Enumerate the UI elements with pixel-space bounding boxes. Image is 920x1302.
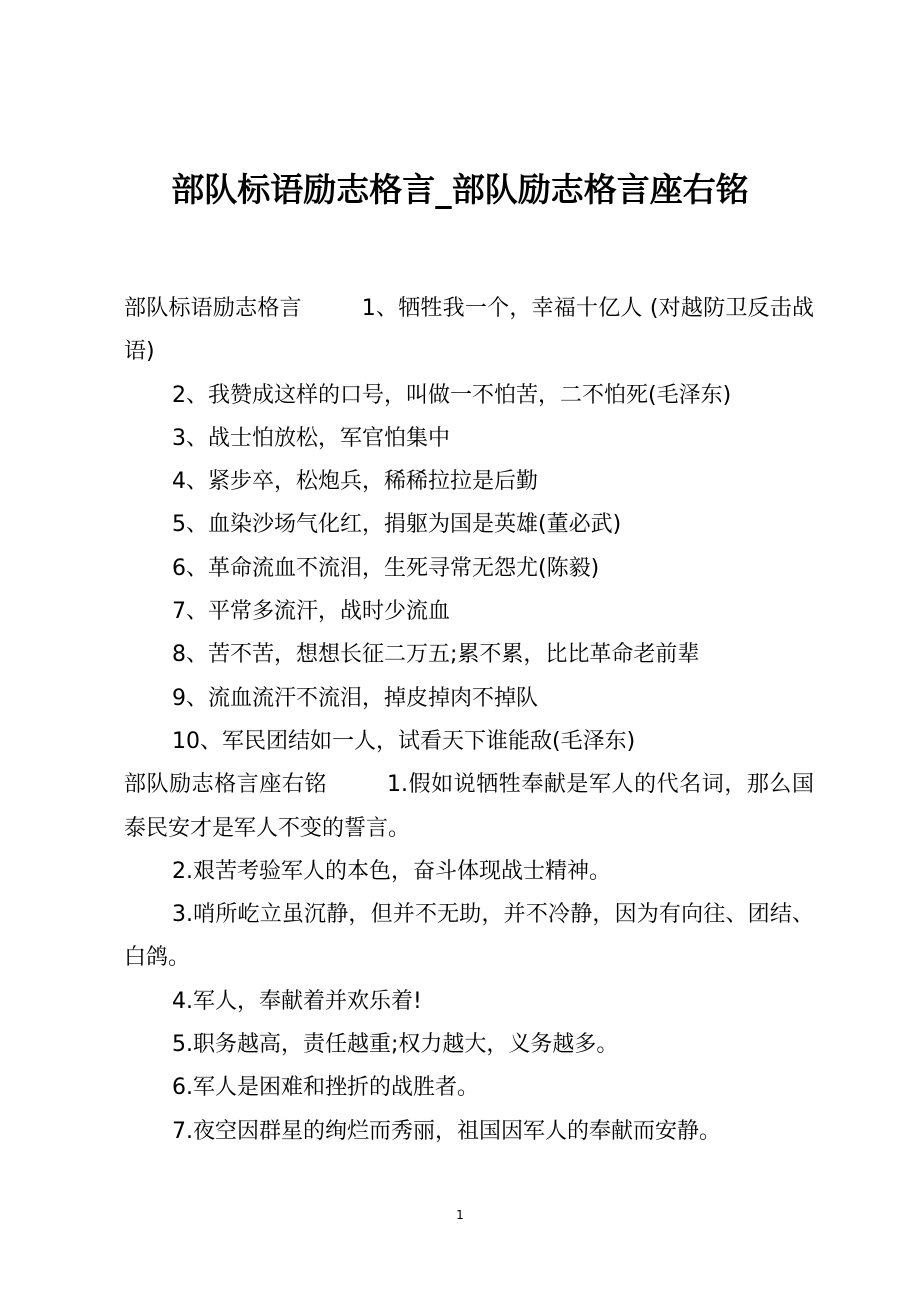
document-title: 部队标语励志格言_部队励志格言座右铭: [171, 170, 749, 209]
section2-lead-paragraph: [124, 763, 814, 850]
list-item: 10、军民团结如一人，试看天下谁能敌(毛泽东): [172, 728, 636, 754]
list-item: 8、苦不苦，想想长征二万五;累不累，比比革命老前辈: [172, 642, 700, 668]
list-item: 9、流血流汗不流泪，掉皮掉肉不掉队: [172, 685, 538, 711]
list-item: 5、血染沙场气化红，捐躯为国是英雄(董必武): [172, 512, 622, 538]
section1-heading: 部队标语励志格言: [124, 296, 302, 321]
section1-lead-paragraph: [124, 287, 814, 374]
section1-item-1: 1、牺牲我一个，幸福十亿人 (对越防卫反击战语): [124, 296, 814, 365]
list-item: 4.军人，奉献着并欢乐着!: [172, 988, 422, 1014]
list-item: 6、革命流血不流泪，生死寻常无怨尤(陈毅): [172, 555, 600, 581]
list-item: 2、我赞成这样的口号，叫做一不怕苦，二不怕死(毛泽东): [172, 382, 732, 408]
section2-heading: 部队励志格言座右铭: [124, 772, 327, 798]
list-item: 3、战士怕放松，军官怕集中: [172, 425, 450, 451]
section2-item-1: 1.假如说牺牲奉献是军人的代名词，那么国泰民安才是军人不变的誓言。: [124, 772, 814, 841]
list-item: 7.夜空因群星的绚烂而秀丽，祖国因军人的奉献而安静。: [172, 1118, 721, 1144]
list-item: 5.职务越高，责任越重;权力越大，义务越多。: [172, 1032, 619, 1058]
document-body: [124, 287, 814, 1153]
page-number: 1: [456, 1208, 464, 1222]
list-item: 6.军人是困难和挫折的战胜者。: [172, 1075, 479, 1101]
list-item: 4、紧步卒，松炮兵，稀稀拉拉是后勤: [172, 469, 538, 495]
list-item: 7、平常多流汗，战时少流血: [172, 599, 450, 625]
list-item: 3.哨所屹立虽沉静，但并不无助，并不冷静，因为有向往、团结、白鸽。: [124, 902, 814, 971]
list-item: 2.艰苦考验军人的本色，奋斗体现战士精神。: [172, 858, 611, 884]
